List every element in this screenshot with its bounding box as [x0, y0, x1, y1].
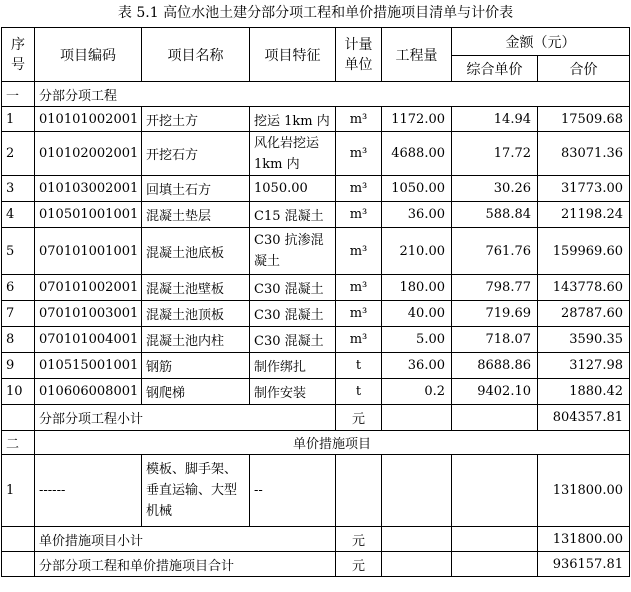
header-seq: 序号: [2, 28, 35, 82]
row-unit-price: 588.84: [452, 202, 538, 228]
table-row: [2, 132, 630, 176]
header-qty: 工程量: [382, 28, 452, 82]
empty-cell: [382, 455, 452, 527]
table-row: [2, 202, 630, 228]
row-total: 1880.42: [538, 379, 630, 405]
row-qty: 36.00: [382, 353, 452, 379]
row-unit: m³: [336, 301, 382, 327]
header-unit: 计量单位: [336, 28, 382, 82]
empty-cell: [452, 552, 538, 577]
grand-total-value: 936157.81: [538, 552, 630, 577]
row-code: 010103002001: [35, 176, 142, 202]
row-seq: 8: [2, 327, 35, 353]
empty-cell: [452, 455, 538, 527]
row-unit-price: 14.94: [452, 107, 538, 132]
section-row-2: [2, 431, 630, 455]
subtotal-total: 131800.00: [538, 527, 630, 552]
row-seq: 10: [2, 379, 35, 405]
row-feature: 挖运 1km 内: [250, 107, 336, 132]
row-code: 010102002001: [35, 132, 142, 176]
row-seq: 6: [2, 275, 35, 301]
row-seq: 7: [2, 301, 35, 327]
section-label: 单价措施项目: [35, 431, 630, 455]
section-row-1: [2, 82, 630, 107]
row-unit-price: 718.07: [452, 327, 538, 353]
header-total: 合价: [538, 56, 630, 82]
subtotal-label: 单价措施项目小计: [35, 527, 336, 552]
row-seq: 1: [2, 455, 35, 527]
row-name: 混凝土池顶板: [142, 301, 250, 327]
row-feature: 制作绑扎: [250, 353, 336, 379]
row-code: 070101004001: [35, 327, 142, 353]
row-unit-price: 719.69: [452, 301, 538, 327]
empty-cell: [382, 527, 452, 552]
row-name: 混凝土池壁板: [142, 275, 250, 301]
row-qty: 180.00: [382, 275, 452, 301]
table-row: [2, 379, 630, 405]
empty-cell: [2, 405, 35, 431]
row-qty: 1050.00: [382, 176, 452, 202]
row-total: 159969.60: [538, 228, 630, 275]
row-unit: m³: [336, 228, 382, 275]
row-name: 开挖土方: [142, 107, 250, 132]
table-row: [2, 176, 630, 202]
row-unit: t: [336, 379, 382, 405]
row-feature: C15 混凝土: [250, 202, 336, 228]
row-feature: 风化岩挖运 1km 内: [250, 132, 336, 176]
row-unit: m³: [336, 107, 382, 132]
row-qty: 4688.00: [382, 132, 452, 176]
row-total: 143778.60: [538, 275, 630, 301]
row-qty: 1172.00: [382, 107, 452, 132]
table-row: [2, 107, 630, 132]
subtotal-row: [2, 527, 630, 552]
empty-cell: [2, 552, 35, 577]
row-seq: 2: [2, 132, 35, 176]
section-number: 一: [2, 82, 35, 107]
row-unit-price: 8688.86: [452, 353, 538, 379]
row-code: 010606008001: [35, 379, 142, 405]
table-title: 表 5.1 高位水池土建分部分项工程和单价措施项目清单与计价表: [117, 5, 514, 21]
row-total: 28787.60: [538, 301, 630, 327]
row-unit: m³: [336, 275, 382, 301]
row-unit-price: 30.26: [452, 176, 538, 202]
subtotal-unit: 元: [336, 405, 382, 431]
row-feature: C30 抗渗混凝土: [250, 228, 336, 275]
section-label: 分部分项工程: [35, 82, 630, 107]
table-row: [2, 353, 630, 379]
row-total: 83071.36: [538, 132, 630, 176]
table-row: [2, 455, 630, 527]
row-total: 31773.00: [538, 176, 630, 202]
table-row: [2, 301, 630, 327]
grand-total-label: 分部分项工程和单价措施项目合计: [35, 552, 336, 577]
empty-cell: [382, 552, 452, 577]
row-total: 3127.98: [538, 353, 630, 379]
row-name: 混凝土垫层: [142, 202, 250, 228]
subtotal-label: 分部分项工程小计: [35, 405, 336, 431]
row-code: 010501001001: [35, 202, 142, 228]
subtotal-total: 804357.81: [538, 405, 630, 431]
row-name: 钢筋: [142, 353, 250, 379]
row-feature: 制作安装: [250, 379, 336, 405]
table-row: [2, 275, 630, 301]
row-feature: C30 混凝土: [250, 275, 336, 301]
row-unit: m³: [336, 327, 382, 353]
row-code: ------: [35, 455, 142, 527]
row-unit: m³: [336, 132, 382, 176]
row-seq: 1: [2, 107, 35, 132]
row-feature: C30 混凝土: [250, 301, 336, 327]
row-unit-price: 17.72: [452, 132, 538, 176]
grand-total-row: [2, 552, 630, 577]
row-seq: 5: [2, 228, 35, 275]
row-unit-price: 9402.10: [452, 379, 538, 405]
row-total: 131800.00: [538, 455, 630, 527]
bill-of-quantities-table: [1, 27, 630, 577]
row-qty: 36.00: [382, 202, 452, 228]
row-unit: t: [336, 353, 382, 379]
row-unit: m³: [336, 202, 382, 228]
row-qty: 5.00: [382, 327, 452, 353]
row-qty: 40.00: [382, 301, 452, 327]
grand-total-unit: 元: [336, 552, 382, 577]
header-name: 项目名称: [142, 28, 250, 82]
empty-cell: [452, 527, 538, 552]
header-unit-price: 综合单价: [452, 56, 538, 82]
row-code: 070101002001: [35, 275, 142, 301]
row-name: 钢爬梯: [142, 379, 250, 405]
row-seq: 4: [2, 202, 35, 228]
row-qty: 0.2: [382, 379, 452, 405]
subtotal-row: [2, 405, 630, 431]
row-name: 混凝土池内柱: [142, 327, 250, 353]
subtotal-unit: 元: [336, 527, 382, 552]
row-name: 模板、脚手架、垂直运输、大型机械: [142, 455, 250, 527]
row-feature: 1050.00: [250, 176, 336, 202]
row-total: 3590.35: [538, 327, 630, 353]
row-total: 21198.24: [538, 202, 630, 228]
row-name: 开挖石方: [142, 132, 250, 176]
row-code: 070101001001: [35, 228, 142, 275]
row-feature: C30 混凝土: [250, 327, 336, 353]
row-code: 010101002001: [35, 107, 142, 132]
header-feature: 项目特征: [250, 28, 336, 82]
row-name: 混凝土池底板: [142, 228, 250, 275]
row-name: 回填土石方: [142, 176, 250, 202]
header-code: 项目编码: [35, 28, 142, 82]
row-feature: --: [250, 455, 336, 527]
row-code: 070101003001: [35, 301, 142, 327]
header-amount: 金额（元）: [452, 28, 630, 56]
empty-cell: [336, 455, 382, 527]
row-seq: 9: [2, 353, 35, 379]
row-code: 010515001001: [35, 353, 142, 379]
row-qty: 210.00: [382, 228, 452, 275]
row-total: 17509.68: [538, 107, 630, 132]
empty-cell: [2, 527, 35, 552]
row-unit: m³: [336, 176, 382, 202]
row-seq: 3: [2, 176, 35, 202]
section-number: 二: [2, 431, 35, 455]
table-row: [2, 327, 630, 353]
row-unit-price: 798.77: [452, 275, 538, 301]
row-unit-price: 761.76: [452, 228, 538, 275]
header-row-1: [2, 28, 630, 56]
empty-cell: [452, 405, 538, 431]
empty-cell: [382, 405, 452, 431]
table-row: [2, 228, 630, 275]
